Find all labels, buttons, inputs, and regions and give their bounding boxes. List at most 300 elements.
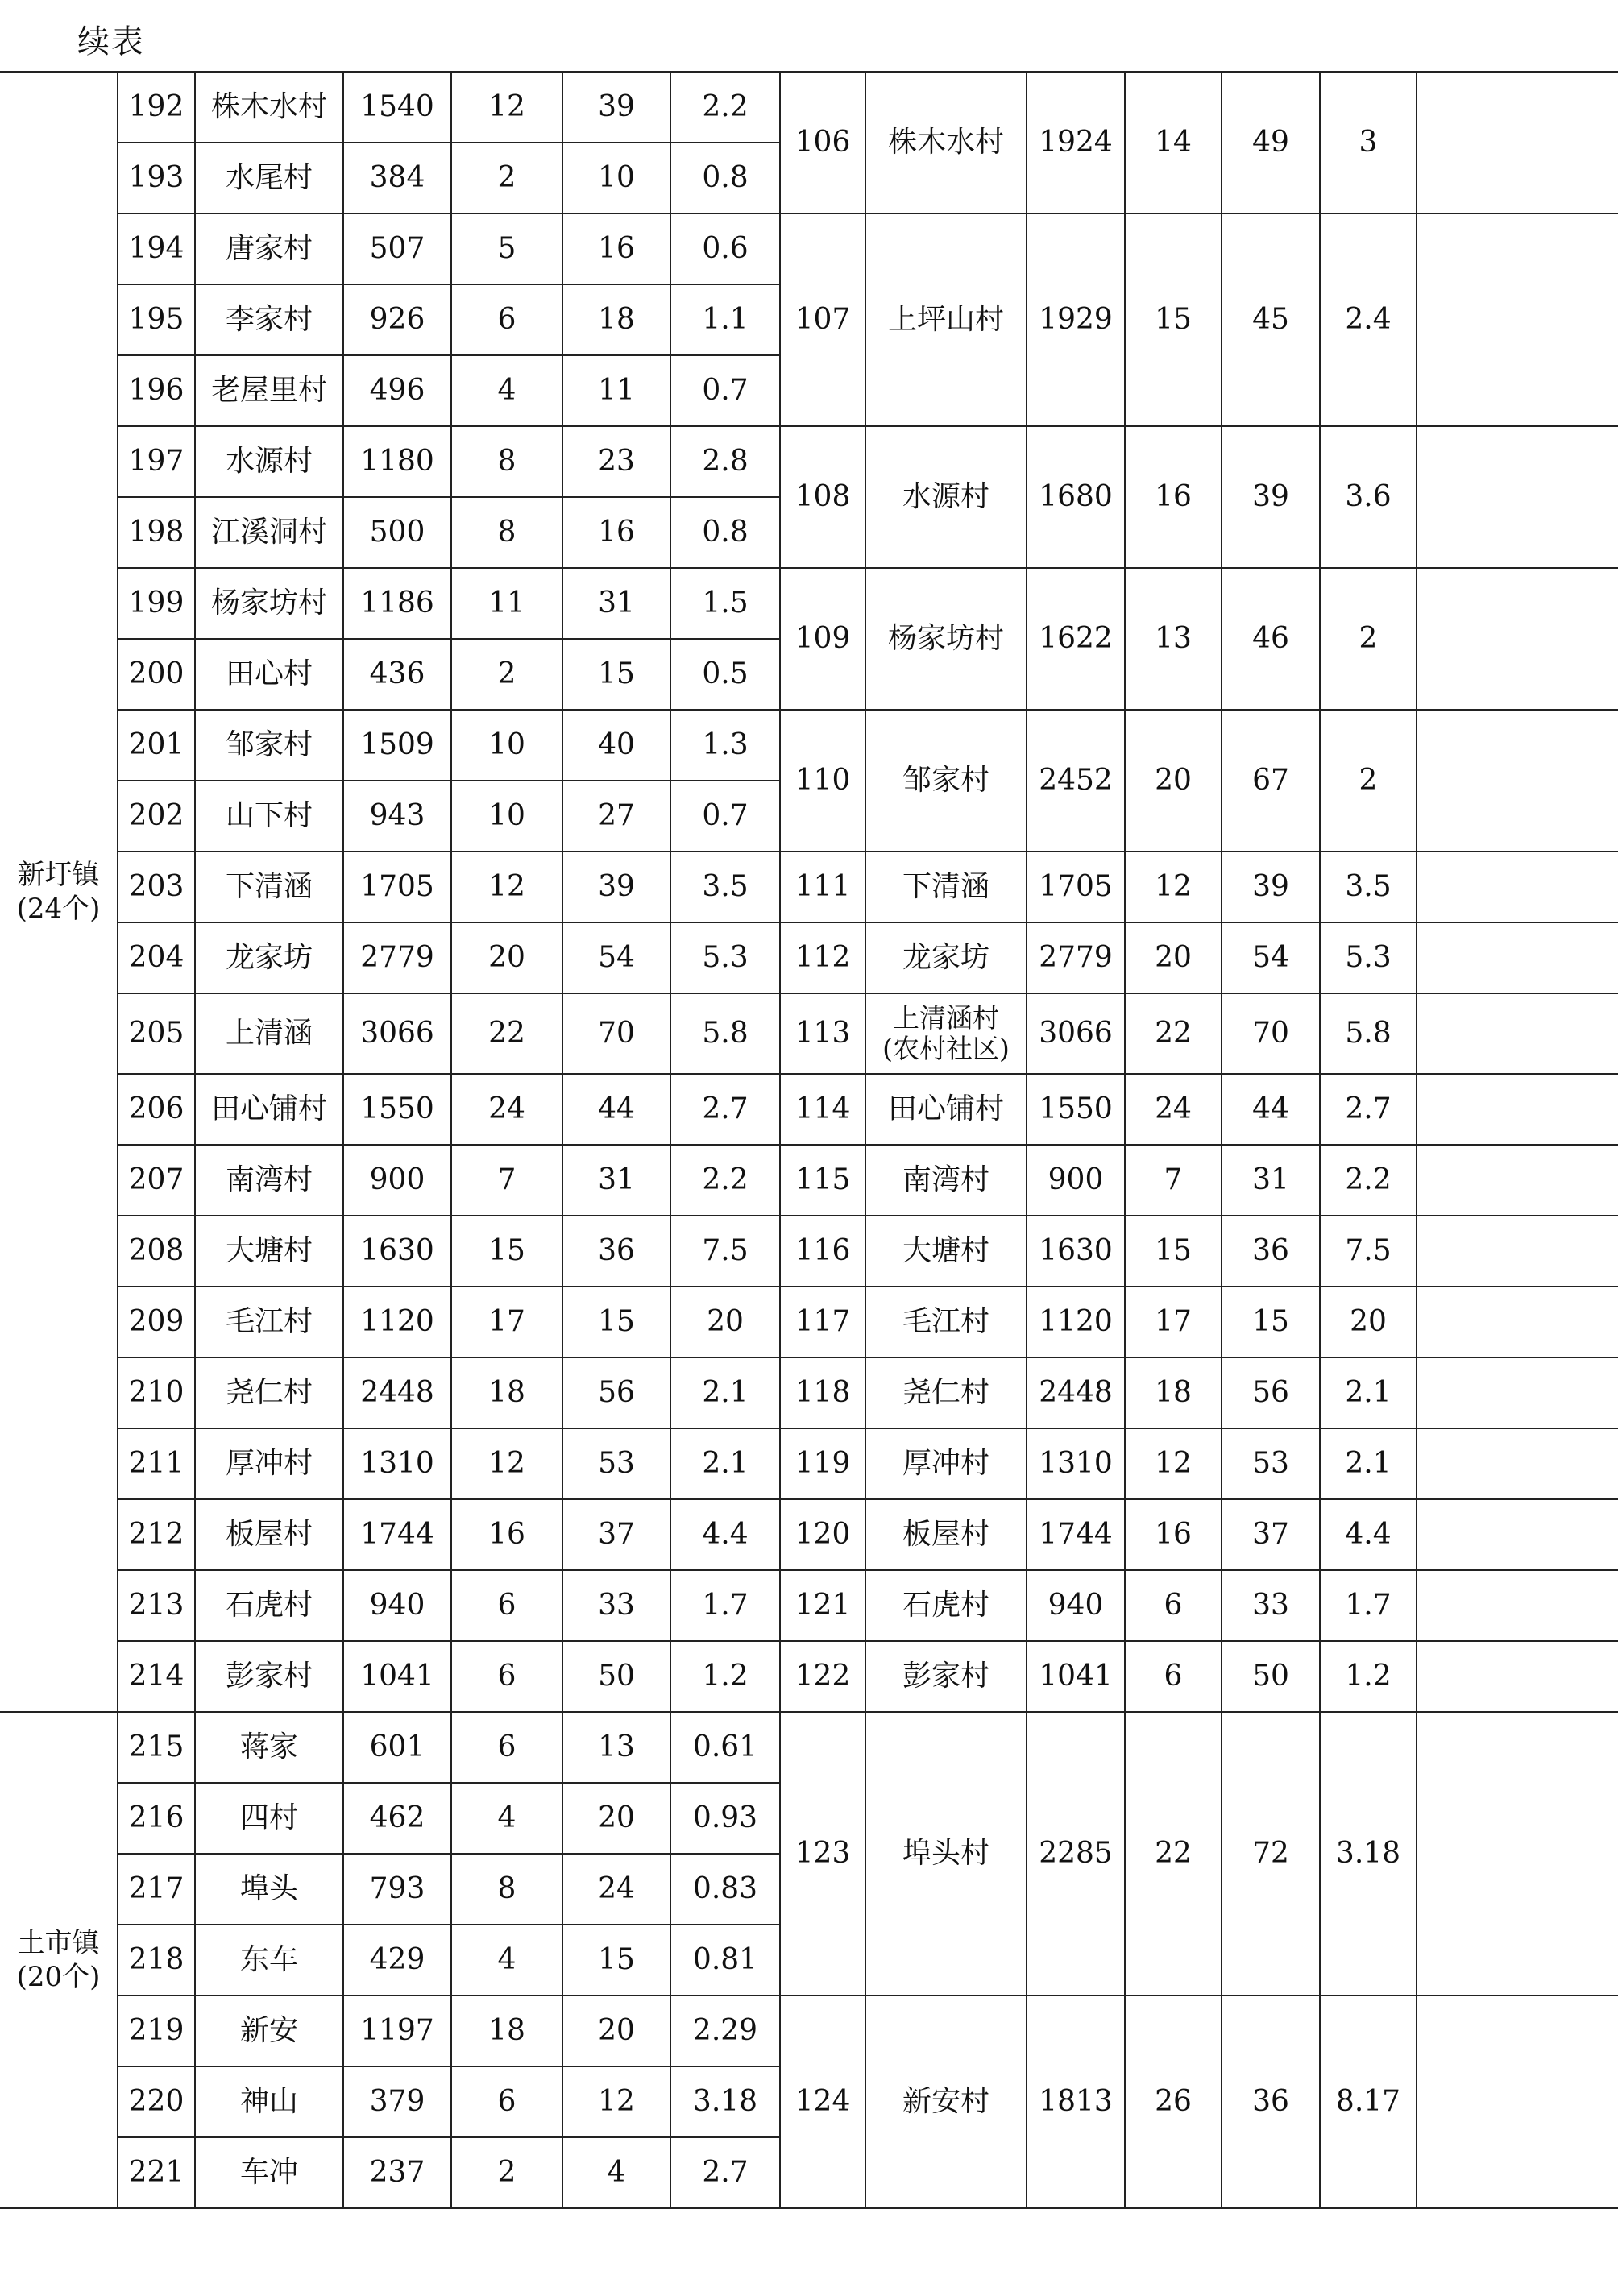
old-village-value-a: 16 — [451, 1499, 562, 1570]
old-village-population: 1705 — [343, 852, 451, 922]
old-village-name: 山下村 — [195, 781, 343, 852]
new-village-population: 1929 — [1027, 213, 1125, 426]
old-village-number: 221 — [118, 2137, 195, 2208]
new-village-value-a: 26 — [1125, 1996, 1222, 2208]
old-village-value-c: 1.2 — [670, 1641, 780, 1712]
remarks-cell — [1417, 1570, 1618, 1641]
remarks-cell — [1417, 72, 1618, 213]
new-village-population: 2285 — [1027, 1712, 1125, 1996]
old-village-population: 1550 — [343, 1074, 451, 1145]
old-village-value-b: 20 — [562, 1996, 670, 2066]
old-village-value-b: 39 — [562, 852, 670, 922]
old-village-name: 唐家村 — [195, 213, 343, 284]
new-village-value-b: 39 — [1222, 426, 1320, 568]
new-village-value-a: 20 — [1125, 922, 1222, 993]
new-village-value-b: 56 — [1222, 1357, 1320, 1428]
old-village-value-b: 31 — [562, 568, 670, 639]
old-village-value-a: 18 — [451, 1996, 562, 2066]
old-village-value-b: 27 — [562, 781, 670, 852]
new-village-population: 2448 — [1027, 1357, 1125, 1428]
new-village-name: 龙家坊 — [865, 922, 1027, 993]
new-village-value-a: 16 — [1125, 426, 1222, 568]
old-village-value-a: 7 — [451, 1145, 562, 1216]
old-village-number: 198 — [118, 497, 195, 568]
old-village-value-b: 56 — [562, 1357, 670, 1428]
old-village-value-c: 5.8 — [670, 993, 780, 1074]
new-village-population: 1120 — [1027, 1287, 1125, 1357]
old-village-value-a: 5 — [451, 213, 562, 284]
old-village-population: 1630 — [343, 1216, 451, 1287]
new-village-number: 112 — [780, 922, 865, 993]
table-row — [0, 1499, 1618, 1570]
old-village-value-c: 2.1 — [670, 1357, 780, 1428]
old-village-value-c: 2.8 — [670, 426, 780, 497]
new-village-value-a: 6 — [1125, 1570, 1222, 1641]
new-village-population: 1924 — [1027, 72, 1125, 213]
new-village-name-line1: 上清涵村 — [893, 1002, 999, 1034]
old-village-number: 207 — [118, 1145, 195, 1216]
old-village-value-a: 8 — [451, 1854, 562, 1925]
new-village-population: 1550 — [1027, 1074, 1125, 1145]
new-village-number: 109 — [780, 568, 865, 710]
new-village-value-b: 36 — [1222, 1216, 1320, 1287]
old-village-name: 杨家坊村 — [195, 568, 343, 639]
new-village-value-a: 12 — [1125, 1428, 1222, 1499]
old-village-population: 1540 — [343, 72, 451, 143]
old-village-value-b: 16 — [562, 213, 670, 284]
new-village-number: 106 — [780, 72, 865, 213]
old-village-value-c: 4.4 — [670, 1499, 780, 1570]
old-village-population: 940 — [343, 1570, 451, 1641]
old-village-value-b: 37 — [562, 1499, 670, 1570]
new-village-name-line2: (农村社区) — [882, 1033, 1010, 1064]
new-village-value-b: 50 — [1222, 1641, 1320, 1712]
new-village-value-c: 7.5 — [1320, 1216, 1417, 1287]
new-village-number: 117 — [780, 1287, 865, 1357]
new-village-number: 108 — [780, 426, 865, 568]
table-row — [0, 1428, 1618, 1499]
new-village-name: 大塘村 — [865, 1216, 1027, 1287]
old-village-name: 株木水村 — [195, 72, 343, 143]
old-village-number: 201 — [118, 710, 195, 781]
new-village-number: 114 — [780, 1074, 865, 1145]
old-village-value-a: 4 — [451, 355, 562, 426]
old-village-value-a: 6 — [451, 284, 562, 355]
old-village-value-c: 1.1 — [670, 284, 780, 355]
old-village-name: 毛江村 — [195, 1287, 343, 1357]
new-village-population: 1680 — [1027, 426, 1125, 568]
old-village-name: 四村 — [195, 1783, 343, 1854]
old-village-number: 196 — [118, 355, 195, 426]
old-village-number: 206 — [118, 1074, 195, 1145]
new-village-value-c: 3.18 — [1320, 1712, 1417, 1996]
new-village-value-c: 2 — [1320, 710, 1417, 852]
old-village-name: 江溪洞村 — [195, 497, 343, 568]
new-village-name: 埠头村 — [865, 1712, 1027, 1996]
remarks-cell — [1417, 1287, 1618, 1357]
table-row — [0, 1996, 1618, 2066]
old-village-population: 1197 — [343, 1996, 451, 2066]
old-village-value-b: 54 — [562, 922, 670, 993]
new-village-population: 2452 — [1027, 710, 1125, 852]
new-village-value-b: 15 — [1222, 1287, 1320, 1357]
old-village-number: 202 — [118, 781, 195, 852]
remarks-cell — [1417, 922, 1618, 993]
old-village-number: 195 — [118, 284, 195, 355]
old-village-number: 213 — [118, 1570, 195, 1641]
new-village-value-a: 15 — [1125, 213, 1222, 426]
old-village-value-c: 3.5 — [670, 852, 780, 922]
new-village-number: 113 — [780, 993, 865, 1074]
table-row — [0, 922, 1618, 993]
new-village-number: 116 — [780, 1216, 865, 1287]
old-village-number: 217 — [118, 1854, 195, 1925]
new-village-number: 115 — [780, 1145, 865, 1216]
old-village-value-a: 10 — [451, 710, 562, 781]
old-village-number: 208 — [118, 1216, 195, 1287]
new-village-value-a: 18 — [1125, 1357, 1222, 1428]
old-village-number: 200 — [118, 639, 195, 710]
table-row — [0, 1570, 1618, 1641]
new-village-value-a: 16 — [1125, 1499, 1222, 1570]
old-village-population: 500 — [343, 497, 451, 568]
remarks-cell — [1417, 1145, 1618, 1216]
old-village-value-c: 3.18 — [670, 2066, 780, 2137]
new-village-population: 1813 — [1027, 1996, 1125, 2208]
new-village-name: 南湾村 — [865, 1145, 1027, 1216]
remarks-cell — [1417, 1996, 1618, 2208]
new-village-value-b: 53 — [1222, 1428, 1320, 1499]
new-village-name — [865, 993, 1027, 1074]
new-village-population: 1744 — [1027, 1499, 1125, 1570]
old-village-value-a: 6 — [451, 1641, 562, 1712]
remarks-cell — [1417, 1641, 1618, 1712]
old-village-value-c: 0.83 — [670, 1854, 780, 1925]
old-village-value-c: 2.2 — [670, 72, 780, 143]
new-village-name: 石虎村 — [865, 1570, 1027, 1641]
new-village-value-c: 2.7 — [1320, 1074, 1417, 1145]
new-village-number: 120 — [780, 1499, 865, 1570]
old-village-value-b: 20 — [562, 1783, 670, 1854]
old-village-population: 1120 — [343, 1287, 451, 1357]
table-row — [0, 426, 1618, 497]
old-village-value-c: 1.7 — [670, 1570, 780, 1641]
old-village-value-c: 0.93 — [670, 1783, 780, 1854]
old-village-value-a: 15 — [451, 1216, 562, 1287]
old-village-name: 老屋里村 — [195, 355, 343, 426]
new-village-number: 110 — [780, 710, 865, 852]
old-village-value-b: 16 — [562, 497, 670, 568]
old-village-name: 厚冲村 — [195, 1428, 343, 1499]
old-village-population: 507 — [343, 213, 451, 284]
new-village-value-a: 13 — [1125, 568, 1222, 710]
old-village-value-c: 1.3 — [670, 710, 780, 781]
old-village-number: 214 — [118, 1641, 195, 1712]
new-village-value-a: 22 — [1125, 1712, 1222, 1996]
new-village-value-c: 5.3 — [1320, 922, 1417, 993]
new-village-value-b: 54 — [1222, 922, 1320, 993]
new-village-value-b: 39 — [1222, 852, 1320, 922]
old-village-population: 384 — [343, 143, 451, 213]
remarks-cell — [1417, 993, 1618, 1074]
new-village-value-c: 2 — [1320, 568, 1417, 710]
new-village-number: 122 — [780, 1641, 865, 1712]
new-village-population: 900 — [1027, 1145, 1125, 1216]
old-village-value-c: 2.29 — [670, 1996, 780, 2066]
new-village-name: 彭家村 — [865, 1641, 1027, 1712]
new-village-value-b: 46 — [1222, 568, 1320, 710]
old-village-number: 216 — [118, 1783, 195, 1854]
old-village-value-b: 13 — [562, 1712, 670, 1783]
new-village-name: 上坪山村 — [865, 213, 1027, 426]
old-village-population: 462 — [343, 1783, 451, 1854]
table-row — [0, 72, 1618, 143]
new-village-population: 1705 — [1027, 852, 1125, 922]
table-row — [0, 1357, 1618, 1428]
old-village-value-a: 4 — [451, 1925, 562, 1996]
old-village-value-b: 15 — [562, 1925, 670, 1996]
old-village-value-a: 4 — [451, 1783, 562, 1854]
table-row — [0, 1712, 1618, 1783]
old-village-population: 2448 — [343, 1357, 451, 1428]
old-village-value-b: 11 — [562, 355, 670, 426]
remarks-cell — [1417, 426, 1618, 568]
remarks-cell — [1417, 852, 1618, 922]
new-village-number: 107 — [780, 213, 865, 426]
old-village-value-a: 10 — [451, 781, 562, 852]
remarks-cell — [1417, 1428, 1618, 1499]
old-village-number: 210 — [118, 1357, 195, 1428]
old-village-value-b: 44 — [562, 1074, 670, 1145]
remarks-cell — [1417, 213, 1618, 426]
remarks-cell — [1417, 1074, 1618, 1145]
new-village-number: 111 — [780, 852, 865, 922]
old-village-name: 石虎村 — [195, 1570, 343, 1641]
old-village-name: 东车 — [195, 1925, 343, 1996]
new-village-value-b: 72 — [1222, 1712, 1320, 1996]
old-village-value-c: 0.8 — [670, 143, 780, 213]
town-count: (20个) — [16, 1961, 101, 1993]
old-village-number: 211 — [118, 1428, 195, 1499]
old-village-population: 1744 — [343, 1499, 451, 1570]
new-village-name: 毛江村 — [865, 1287, 1027, 1357]
old-village-value-c: 1.5 — [670, 568, 780, 639]
new-village-population: 940 — [1027, 1570, 1125, 1641]
new-village-value-c: 2.1 — [1320, 1428, 1417, 1499]
old-village-value-a: 18 — [451, 1357, 562, 1428]
new-village-number: 118 — [780, 1357, 865, 1428]
old-village-value-b: 10 — [562, 143, 670, 213]
new-village-name: 田心铺村 — [865, 1074, 1027, 1145]
remarks-cell — [1417, 1712, 1618, 1996]
old-village-value-c: 0.61 — [670, 1712, 780, 1783]
new-village-value-c: 1.7 — [1320, 1570, 1417, 1641]
new-village-name: 杨家坊村 — [865, 568, 1027, 710]
old-village-value-b: 4 — [562, 2137, 670, 2208]
old-village-value-a: 8 — [451, 497, 562, 568]
old-village-name: 邹家村 — [195, 710, 343, 781]
old-village-value-b: 53 — [562, 1428, 670, 1499]
new-village-value-a: 24 — [1125, 1074, 1222, 1145]
old-village-value-a: 6 — [451, 1712, 562, 1783]
old-village-population: 1180 — [343, 426, 451, 497]
old-village-name: 埠头 — [195, 1854, 343, 1925]
new-village-value-c: 4.4 — [1320, 1499, 1417, 1570]
new-village-value-b: 33 — [1222, 1570, 1320, 1641]
old-village-value-a: 12 — [451, 72, 562, 143]
remarks-cell — [1417, 1216, 1618, 1287]
old-village-value-c: 5.3 — [670, 922, 780, 993]
new-village-value-c: 5.8 — [1320, 993, 1417, 1074]
new-village-value-b: 49 — [1222, 72, 1320, 213]
old-village-value-c: 0.7 — [670, 355, 780, 426]
old-village-population: 237 — [343, 2137, 451, 2208]
old-village-number: 193 — [118, 143, 195, 213]
old-village-population: 496 — [343, 355, 451, 426]
new-village-value-b: 37 — [1222, 1499, 1320, 1570]
new-village-population: 1041 — [1027, 1641, 1125, 1712]
town-name: 新圩镇 — [17, 858, 100, 891]
remarks-cell — [1417, 710, 1618, 852]
old-village-population: 1041 — [343, 1641, 451, 1712]
table-caption: 续表 — [77, 23, 145, 60]
new-village-name: 株木水村 — [865, 72, 1027, 213]
old-village-name: 下清涵 — [195, 852, 343, 922]
new-village-value-b: 45 — [1222, 213, 1320, 426]
old-village-name: 李家村 — [195, 284, 343, 355]
old-village-value-c: 2.7 — [670, 1074, 780, 1145]
old-village-value-b: 12 — [562, 2066, 670, 2137]
old-village-number: 204 — [118, 922, 195, 993]
old-village-value-b: 40 — [562, 710, 670, 781]
new-village-value-a: 15 — [1125, 1216, 1222, 1287]
old-village-population: 943 — [343, 781, 451, 852]
table-row — [0, 213, 1618, 284]
old-village-value-b: 50 — [562, 1641, 670, 1712]
old-village-name: 神山 — [195, 2066, 343, 2137]
old-village-name: 彭家村 — [195, 1641, 343, 1712]
old-village-value-a: 2 — [451, 639, 562, 710]
new-village-name: 板屋村 — [865, 1499, 1027, 1570]
new-village-value-a: 14 — [1125, 72, 1222, 213]
old-village-value-b: 23 — [562, 426, 670, 497]
old-village-population: 900 — [343, 1145, 451, 1216]
new-village-population: 1622 — [1027, 568, 1125, 710]
old-village-population: 926 — [343, 284, 451, 355]
new-village-value-c: 2.4 — [1320, 213, 1417, 426]
old-village-value-a: 12 — [451, 852, 562, 922]
old-village-name: 水尾村 — [195, 143, 343, 213]
old-village-value-c: 0.81 — [670, 1925, 780, 1996]
new-village-value-b: 70 — [1222, 993, 1320, 1074]
old-village-value-b: 70 — [562, 993, 670, 1074]
table-row — [0, 1216, 1618, 1287]
old-village-value-a: 8 — [451, 426, 562, 497]
new-village-value-c: 1.2 — [1320, 1641, 1417, 1712]
old-village-name: 尧仁村 — [195, 1357, 343, 1428]
new-village-value-b: 67 — [1222, 710, 1320, 852]
old-village-population: 1186 — [343, 568, 451, 639]
old-village-name: 田心村 — [195, 639, 343, 710]
old-village-value-a: 22 — [451, 993, 562, 1074]
old-village-population: 601 — [343, 1712, 451, 1783]
old-village-number: 215 — [118, 1712, 195, 1783]
new-village-name: 新安村 — [865, 1996, 1027, 2208]
old-village-value-b: 39 — [562, 72, 670, 143]
remarks-cell — [1417, 1499, 1618, 1570]
old-village-value-b: 31 — [562, 1145, 670, 1216]
old-village-value-c: 2.1 — [670, 1428, 780, 1499]
town-cell — [0, 1712, 118, 2208]
old-village-number: 199 — [118, 568, 195, 639]
table-row — [0, 568, 1618, 639]
new-village-number: 123 — [780, 1712, 865, 1996]
table-row — [0, 1641, 1618, 1712]
new-village-value-a: 6 — [1125, 1641, 1222, 1712]
new-village-number: 119 — [780, 1428, 865, 1499]
new-village-value-b: 44 — [1222, 1074, 1320, 1145]
old-village-population: 3066 — [343, 993, 451, 1074]
old-village-number: 192 — [118, 72, 195, 143]
old-village-number: 205 — [118, 993, 195, 1074]
old-village-number: 219 — [118, 1996, 195, 2066]
new-village-name: 邹家村 — [865, 710, 1027, 852]
old-village-value-c: 2.7 — [670, 2137, 780, 2208]
new-village-value-a: 7 — [1125, 1145, 1222, 1216]
new-village-population: 1630 — [1027, 1216, 1125, 1287]
old-village-number: 218 — [118, 1925, 195, 1996]
old-village-number: 220 — [118, 2066, 195, 2137]
new-village-population: 3066 — [1027, 993, 1125, 1074]
old-village-name: 龙家坊 — [195, 922, 343, 993]
village-merge-table — [0, 71, 1618, 2209]
old-village-value-b: 15 — [562, 1287, 670, 1357]
old-village-value-a: 20 — [451, 922, 562, 993]
new-village-population: 1310 — [1027, 1428, 1125, 1499]
old-village-value-a: 17 — [451, 1287, 562, 1357]
old-village-number: 197 — [118, 426, 195, 497]
old-village-name: 田心铺村 — [195, 1074, 343, 1145]
new-village-name: 水源村 — [865, 426, 1027, 568]
old-village-name: 南湾村 — [195, 1145, 343, 1216]
old-village-value-b: 33 — [562, 1570, 670, 1641]
town-cell — [0, 72, 118, 1712]
old-village-name: 水源村 — [195, 426, 343, 497]
new-village-value-c: 2.2 — [1320, 1145, 1417, 1216]
old-village-value-b: 15 — [562, 639, 670, 710]
new-village-value-b: 36 — [1222, 1996, 1320, 2208]
old-village-value-c: 0.5 — [670, 639, 780, 710]
new-village-population: 2779 — [1027, 922, 1125, 993]
old-village-value-c: 7.5 — [670, 1216, 780, 1287]
old-village-name: 大塘村 — [195, 1216, 343, 1287]
town-count: (24个) — [16, 893, 101, 925]
old-village-name: 新安 — [195, 1996, 343, 2066]
old-village-number: 209 — [118, 1287, 195, 1357]
old-village-value-b: 36 — [562, 1216, 670, 1287]
new-village-value-c: 8.17 — [1320, 1996, 1417, 2208]
remarks-cell — [1417, 568, 1618, 710]
old-village-population: 793 — [343, 1854, 451, 1925]
remarks-cell — [1417, 1357, 1618, 1428]
old-village-value-a: 24 — [451, 1074, 562, 1145]
new-village-number: 124 — [780, 1996, 865, 2208]
old-village-value-b: 24 — [562, 1854, 670, 1925]
new-village-name: 厚冲村 — [865, 1428, 1027, 1499]
old-village-value-a: 2 — [451, 2137, 562, 2208]
old-village-population: 379 — [343, 2066, 451, 2137]
old-village-value-a: 2 — [451, 143, 562, 213]
